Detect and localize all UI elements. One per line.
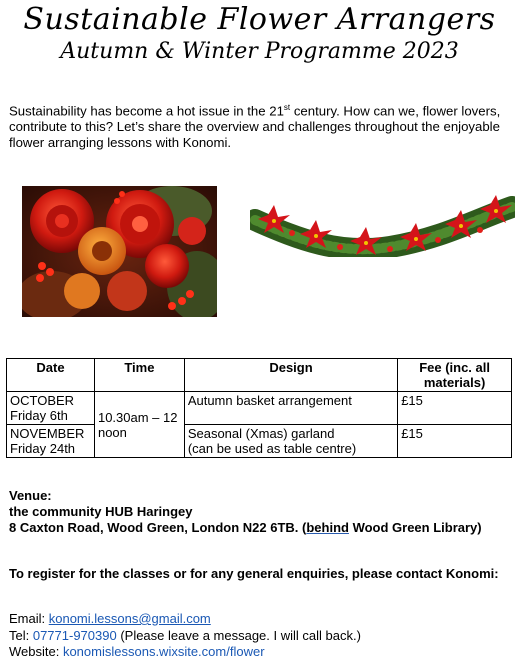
contact-website <box>9 644 514 661</box>
register-text: To register for the classes or for any general enquiries, please contact Konomi: <box>9 566 499 581</box>
venue-label: Venue: <box>9 488 52 503</box>
table-row <box>7 425 512 458</box>
website-label: Website: <box>9 644 63 659</box>
design-line: Seasonal (Xmas) garland <box>187 426 335 441</box>
row-fee: £15 <box>398 425 512 458</box>
header-design: Design <box>184 359 397 392</box>
contact-email <box>9 611 514 628</box>
venue-address <box>9 520 509 536</box>
flower-arrangement-photo <box>22 186 217 317</box>
date-month: OCTOBER <box>10 393 75 408</box>
website-link[interactable]: konomislessons.wixsite.com/flower <box>62 644 265 659</box>
page-subtitle: Autumn & Winter Programme 2023 <box>60 39 459 64</box>
tel-note: (Please leave a message. I will call back.) <box>116 627 361 643</box>
row-design <box>184 425 397 458</box>
email-link[interactable]: konomi.lessons@gmail.com <box>48 611 211 626</box>
table-row <box>7 392 512 425</box>
address-text-end: Wood Green Library) <box>348 520 482 535</box>
intro-text-start: Sustainability has become a hot issue in the 21 <box>9 103 284 119</box>
header-time: Time <box>94 359 184 392</box>
address-text: 8 Caxton Road, Wood Green, London N22 6TB. ( <box>9 520 307 535</box>
venue-name: the community HUB Haringey <box>9 504 193 519</box>
email-label: Email: <box>9 611 49 626</box>
header-date: Date <box>7 359 95 392</box>
programme-table <box>6 358 512 458</box>
address-behind: behind <box>306 520 349 535</box>
table-header-row <box>7 359 512 392</box>
christmas-garland-photo <box>250 185 515 257</box>
row-time: 10.30am – 12 noon <box>94 392 184 458</box>
date-day: Friday 24th <box>10 441 76 456</box>
row-fee: £15 <box>398 392 512 425</box>
contact-block <box>9 611 514 661</box>
page-title: Sustainable Flower Arrangers <box>23 2 496 37</box>
intro-text-end: century. How can we, flower lovers, contribute to this? Let’s share the overview and challenges throughout the enjoyable flower arranging lessons with Konomi. <box>9 103 501 151</box>
tel-number[interactable]: 07771-970390 <box>32 627 117 643</box>
header-fee: Fee (inc. all materials) <box>398 359 512 392</box>
row-date <box>7 425 95 458</box>
contact-tel <box>9 628 514 645</box>
intro-superscript: st <box>283 103 291 112</box>
row-design: Autumn basket arrangement <box>184 392 397 425</box>
intro-paragraph <box>9 100 509 151</box>
venue-block <box>9 488 509 536</box>
row-date <box>7 392 95 425</box>
design-note: (can be used as table centre) <box>187 441 357 456</box>
tel-label: Tel: <box>9 627 33 643</box>
date-month: NOVEMBER <box>10 426 85 441</box>
date-day: Friday 6th <box>10 408 68 423</box>
